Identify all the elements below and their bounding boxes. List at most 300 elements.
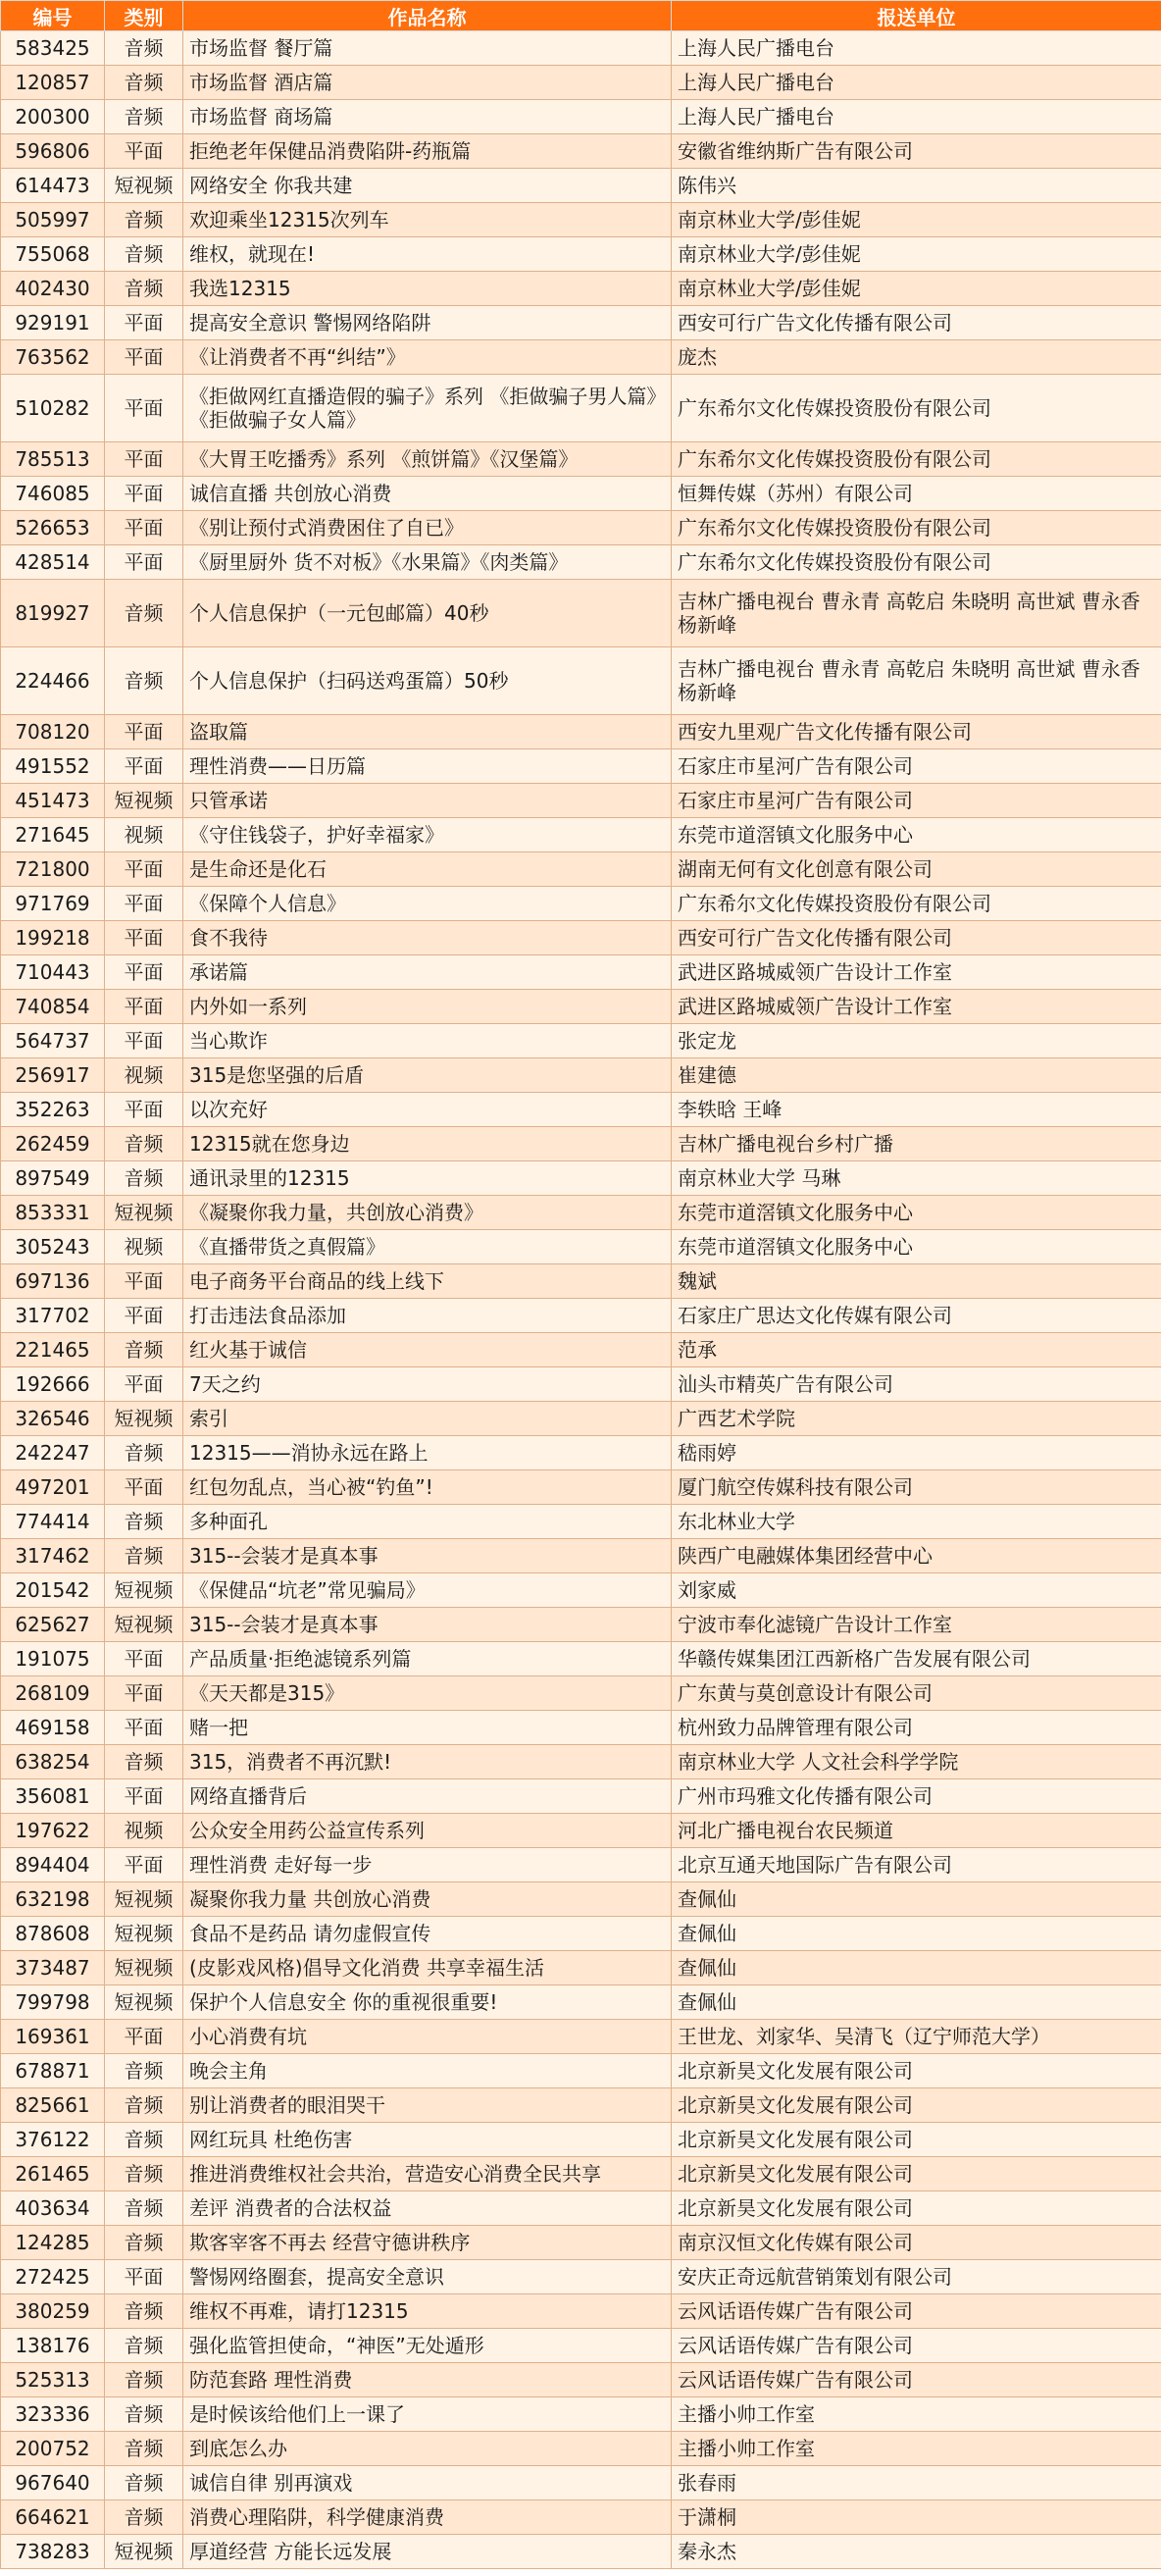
table-row [1, 1985, 1161, 2020]
cell-category: 平面 [105, 1779, 183, 1814]
cell-submitter: 广东希尔文化传媒投资股份有限公司 [672, 442, 1161, 477]
table-row [1, 2260, 1161, 2294]
table-row [1, 375, 1161, 442]
cell-title: 警惕网络圈套，提高安全意识 [183, 2260, 672, 2294]
cell-category: 短视频 [105, 1985, 183, 2020]
cell-category: 平面 [105, 134, 183, 169]
cell-id: 197622 [1, 1814, 105, 1848]
cell-category: 平面 [105, 1299, 183, 1333]
cell-submitter: 主播小帅工作室 [672, 2397, 1161, 2432]
table-row [1, 237, 1161, 272]
cell-id: 380259 [1, 2294, 105, 2329]
table-row [1, 442, 1161, 477]
cell-category: 音频 [105, 2397, 183, 2432]
cell-category: 平面 [105, 715, 183, 749]
table-row [1, 1264, 1161, 1299]
cell-category: 平面 [105, 375, 183, 442]
cell-title: 市场监督 酒店篇 [183, 66, 672, 100]
cell-title: 红火基于诚信 [183, 1333, 672, 1367]
cell-category: 平面 [105, 1711, 183, 1745]
cell-submitter: 嵇雨婷 [672, 1436, 1161, 1470]
cell-title: 《大胃王吃播秀》系列 《煎饼篇》《汉堡篇》 [183, 442, 672, 477]
table-row [1, 31, 1161, 66]
cell-submitter: 王世龙、刘家华、吴清飞（辽宁师范大学） [672, 2020, 1161, 2054]
cell-title: 欺客宰客不再去 经营守德讲秩序 [183, 2226, 672, 2260]
cell-submitter: 汕头市精英广告有限公司 [672, 1367, 1161, 1402]
table-row [1, 1882, 1161, 1917]
cell-submitter: 于潇桐 [672, 2500, 1161, 2535]
cell-title: 只管承诺 [183, 784, 672, 818]
table-row [1, 852, 1161, 887]
cell-title: 是生命还是化石 [183, 852, 672, 887]
cell-title: 是时候该给他们上一课了 [183, 2397, 672, 2432]
cell-category: 音频 [105, 2432, 183, 2466]
cell-submitter: 宁波市奉化滤镜广告设计工作室 [672, 1608, 1161, 1642]
cell-category: 音频 [105, 1161, 183, 1196]
cell-title: 《保障个人信息》 [183, 887, 672, 921]
cell-id: 819927 [1, 580, 105, 647]
cell-id: 124285 [1, 2226, 105, 2260]
table-row [1, 169, 1161, 203]
cell-title: 食不我待 [183, 921, 672, 955]
cell-id: 373487 [1, 1951, 105, 1985]
cell-title: 电子商务平台商品的线上线下 [183, 1264, 672, 1299]
table-row [1, 203, 1161, 237]
cell-id: 897549 [1, 1161, 105, 1196]
cell-title: 防范套路 理性消费 [183, 2363, 672, 2397]
table-row [1, 2432, 1161, 2466]
cell-id: 894404 [1, 1848, 105, 1882]
cell-title: 晚会主角 [183, 2054, 672, 2088]
table-row [1, 545, 1161, 580]
cell-id: 268109 [1, 1676, 105, 1711]
cell-submitter: 华赣传媒集团江西新格广告发展有限公司 [672, 1642, 1161, 1676]
cell-submitter: 南京林业大学 马琳 [672, 1161, 1161, 1196]
table-row [1, 511, 1161, 545]
cell-title: 我选12315 [183, 272, 672, 306]
cell-title: 厚道经营 方能长远发展 [183, 2535, 672, 2569]
cell-submitter: 吉林广播电视台 曹永青 高乾启 朱晓明 高世斌 曹永香 杨新峰 [672, 647, 1161, 715]
cell-id: 317702 [1, 1299, 105, 1333]
cell-category: 平面 [105, 955, 183, 990]
table-header [1, 1, 1161, 31]
header-title: 作品名称 [183, 1, 672, 31]
cell-id: 242247 [1, 1436, 105, 1470]
cell-title: 315--会装才是真本事 [183, 1608, 672, 1642]
cell-category: 视频 [105, 1058, 183, 1093]
cell-title: 欢迎乘坐12315次列车 [183, 203, 672, 237]
cell-category: 音频 [105, 1436, 183, 1470]
cell-submitter: 广西艺术学院 [672, 1402, 1161, 1436]
cell-id: 352263 [1, 1093, 105, 1127]
cell-id: 224466 [1, 647, 105, 715]
cell-title: 个人信息保护（扫码送鸡蛋篇）50秒 [183, 647, 672, 715]
cell-category: 平面 [105, 1093, 183, 1127]
cell-submitter: 广州市玛雅文化传播有限公司 [672, 1779, 1161, 1814]
table-row [1, 2363, 1161, 2397]
table-row [1, 887, 1161, 921]
table-row [1, 1642, 1161, 1676]
cell-id: 678871 [1, 2054, 105, 2088]
cell-title: 赌一把 [183, 1711, 672, 1745]
cell-category: 短视频 [105, 784, 183, 818]
cell-category: 平面 [105, 545, 183, 580]
cell-category: 音频 [105, 1127, 183, 1161]
cell-submitter: 魏斌 [672, 1264, 1161, 1299]
cell-id: 200752 [1, 2432, 105, 2466]
cell-id: 799798 [1, 1985, 105, 2020]
cell-submitter: 广东希尔文化传媒投资股份有限公司 [672, 375, 1161, 442]
cell-category: 音频 [105, 2294, 183, 2329]
cell-submitter: 北京新昊文化发展有限公司 [672, 2191, 1161, 2226]
cell-title: 《天天都是315》 [183, 1676, 672, 1711]
cell-title: 小心消费有坑 [183, 2020, 672, 2054]
cell-category: 平面 [105, 1848, 183, 1882]
cell-submitter: 石家庄市星河广告有限公司 [672, 749, 1161, 784]
cell-title: 强化监管担使命，“神医”无处遁形 [183, 2329, 672, 2363]
cell-id: 878608 [1, 1917, 105, 1951]
cell-category: 平面 [105, 990, 183, 1024]
cell-submitter: 北京新昊文化发展有限公司 [672, 2088, 1161, 2123]
table-row [1, 647, 1161, 715]
cell-title: 推进消费维权社会共治，营造安心消费全民共享 [183, 2157, 672, 2191]
table-row [1, 2294, 1161, 2329]
cell-category: 平面 [105, 477, 183, 511]
cell-title: 差评 消费者的合法权益 [183, 2191, 672, 2226]
cell-submitter: 石家庄市星河广告有限公司 [672, 784, 1161, 818]
cell-title: 提高安全意识 警惕网络陷阱 [183, 306, 672, 340]
cell-id: 774414 [1, 1505, 105, 1539]
table-row [1, 1779, 1161, 1814]
cell-title: 12315——消协永远在路上 [183, 1436, 672, 1470]
cell-id: 200300 [1, 100, 105, 134]
cell-category: 短视频 [105, 1882, 183, 1917]
cell-category: 平面 [105, 442, 183, 477]
table-row [1, 100, 1161, 134]
cell-submitter: 杭州致力品牌管理有限公司 [672, 1711, 1161, 1745]
cell-category: 平面 [105, 1676, 183, 1711]
cell-id: 755068 [1, 237, 105, 272]
table-row [1, 1505, 1161, 1539]
cell-title: 《保健品“坑老”常见骗局》 [183, 1573, 672, 1608]
cell-title: 《拒做网红直播造假的骗子》系列 《拒做骗子男人篇》《拒做骗子女人篇》 [183, 375, 672, 442]
cell-title: 内外如一系列 [183, 990, 672, 1024]
cell-title: 拒绝老年保健品消费陷阱-药瓶篇 [183, 134, 672, 169]
cell-category: 平面 [105, 887, 183, 921]
cell-submitter: 查佩仙 [672, 1951, 1161, 1985]
cell-id: 403634 [1, 2191, 105, 2226]
cell-title: 315是您坚强的后盾 [183, 1058, 672, 1093]
cell-title: 网红玩具 杜绝伤害 [183, 2123, 672, 2157]
cell-category: 短视频 [105, 1917, 183, 1951]
cell-id: 376122 [1, 2123, 105, 2157]
cell-category: 平面 [105, 921, 183, 955]
cell-id: 271645 [1, 818, 105, 852]
table-row [1, 1848, 1161, 1882]
cell-id: 272425 [1, 2260, 105, 2294]
table-row [1, 1058, 1161, 1093]
cell-title: 承诺篇 [183, 955, 672, 990]
cell-submitter: 查佩仙 [672, 1985, 1161, 2020]
table-row [1, 1299, 1161, 1333]
cell-submitter: 南京林业大学/彭佳妮 [672, 237, 1161, 272]
cell-category: 音频 [105, 1539, 183, 1573]
cell-title: 保护个人信息安全 你的重视很重要! [183, 1985, 672, 2020]
table-row [1, 2226, 1161, 2260]
table-row [1, 1573, 1161, 1608]
cell-category: 平面 [105, 2260, 183, 2294]
cell-category: 视频 [105, 1814, 183, 1848]
cell-category: 音频 [105, 272, 183, 306]
cell-submitter: 东北林业大学 [672, 1505, 1161, 1539]
cell-id: 323336 [1, 2397, 105, 2432]
cell-submitter: 南京林业大学/彭佳妮 [672, 272, 1161, 306]
cell-category: 平面 [105, 1264, 183, 1299]
cell-id: 746085 [1, 477, 105, 511]
cell-id: 451473 [1, 784, 105, 818]
cell-title: 《别让预付式消费困住了自已》 [183, 511, 672, 545]
cell-category: 音频 [105, 237, 183, 272]
cell-category: 平面 [105, 306, 183, 340]
table-row [1, 990, 1161, 1024]
cell-category: 音频 [105, 2363, 183, 2397]
cell-category: 音频 [105, 203, 183, 237]
cell-submitter: 上海人民广播电台 [672, 66, 1161, 100]
cell-category: 平面 [105, 1367, 183, 1402]
cell-submitter: 李轶晗 王峰 [672, 1093, 1161, 1127]
cell-submitter: 刘家威 [672, 1573, 1161, 1608]
cell-id: 825661 [1, 2088, 105, 2123]
cell-title: 以次充好 [183, 1093, 672, 1127]
table-row [1, 1161, 1161, 1196]
cell-submitter: 云风话语传媒广告有限公司 [672, 2363, 1161, 2397]
header-row [1, 1, 1161, 31]
cell-id: 664621 [1, 2500, 105, 2535]
cell-id: 625627 [1, 1608, 105, 1642]
cell-submitter: 河北广播电视台农民频道 [672, 1814, 1161, 1848]
table-row [1, 1333, 1161, 1367]
cell-category: 视频 [105, 1230, 183, 1264]
cell-category: 平面 [105, 1024, 183, 1058]
cell-title: 红包勿乱点，当心被“钓鱼”! [183, 1470, 672, 1505]
cell-submitter: 武进区路城威领广告设计工作室 [672, 990, 1161, 1024]
table-row [1, 1196, 1161, 1230]
cell-id: 262459 [1, 1127, 105, 1161]
cell-id: 469158 [1, 1711, 105, 1745]
cell-title: 维权，就现在! [183, 237, 672, 272]
table-row [1, 955, 1161, 990]
table-row [1, 2157, 1161, 2191]
cell-category: 短视频 [105, 169, 183, 203]
cell-id: 697136 [1, 1264, 105, 1299]
cell-title: 别让消费者的眼泪哭干 [183, 2088, 672, 2123]
cell-category: 视频 [105, 818, 183, 852]
cell-submitter: 查佩仙 [672, 1917, 1161, 1951]
cell-title: (皮影戏风格)倡导文化消费 共享幸福生活 [183, 1951, 672, 1985]
cell-submitter: 吉林广播电视台 曹永青 高乾启 朱晓明 高世斌 曹永香 杨新峰 [672, 580, 1161, 647]
cell-id: 614473 [1, 169, 105, 203]
cell-submitter: 东莞市道滘镇文化服务中心 [672, 818, 1161, 852]
table-row [1, 1436, 1161, 1470]
cell-title: 市场监督 商场篇 [183, 100, 672, 134]
cell-id: 356081 [1, 1779, 105, 1814]
cell-title: 《守住钱袋子，护好幸福家》 [183, 818, 672, 852]
table-row [1, 2191, 1161, 2226]
table-row [1, 1745, 1161, 1779]
table-row [1, 340, 1161, 375]
table-row [1, 2020, 1161, 2054]
table-row [1, 818, 1161, 852]
cell-id: 491552 [1, 749, 105, 784]
cell-id: 317462 [1, 1539, 105, 1573]
cell-title: 315，消费者不再沉默! [183, 1745, 672, 1779]
cell-submitter: 安徽省维纳斯广告有限公司 [672, 134, 1161, 169]
cell-id: 596806 [1, 134, 105, 169]
cell-submitter: 西安可行广告文化传播有限公司 [672, 921, 1161, 955]
cell-id: 721800 [1, 852, 105, 887]
cell-id: 497201 [1, 1470, 105, 1505]
cell-submitter: 广东希尔文化传媒投资股份有限公司 [672, 511, 1161, 545]
cell-submitter: 张春雨 [672, 2466, 1161, 2500]
cell-title: 盗取篇 [183, 715, 672, 749]
cell-id: 526653 [1, 511, 105, 545]
cell-id: 138176 [1, 2329, 105, 2363]
table-row [1, 784, 1161, 818]
table-row [1, 1230, 1161, 1264]
cell-id: 525313 [1, 2363, 105, 2397]
cell-id: 853331 [1, 1196, 105, 1230]
table-row [1, 1093, 1161, 1127]
table-row [1, 1917, 1161, 1951]
cell-category: 音频 [105, 2157, 183, 2191]
cell-category: 音频 [105, 580, 183, 647]
cell-submitter: 陕西广电融媒体集团经营中心 [672, 1539, 1161, 1573]
cell-id: 564737 [1, 1024, 105, 1058]
table-row [1, 1024, 1161, 1058]
header-submitter: 报送单位 [672, 1, 1161, 31]
cell-category: 音频 [105, 647, 183, 715]
cell-title: 《直播带货之真假篇》 [183, 1230, 672, 1264]
cell-category: 平面 [105, 511, 183, 545]
cell-category: 音频 [105, 2329, 183, 2363]
cell-id: 169361 [1, 2020, 105, 2054]
cell-category: 音频 [105, 31, 183, 66]
cell-title: 《凝聚你我力量，共创放心消费》 [183, 1196, 672, 1230]
table-row [1, 1402, 1161, 1436]
cell-submitter: 南京林业大学 人文社会科学学院 [672, 1745, 1161, 1779]
cell-id: 192666 [1, 1367, 105, 1402]
cell-submitter: 厦门航空传媒科技有限公司 [672, 1470, 1161, 1505]
cell-submitter: 陈伟兴 [672, 169, 1161, 203]
cell-category: 音频 [105, 2088, 183, 2123]
cell-id: 738283 [1, 2535, 105, 2569]
cell-category: 音频 [105, 2500, 183, 2535]
cell-category: 音频 [105, 2466, 183, 2500]
table-row [1, 921, 1161, 955]
cell-id: 191075 [1, 1642, 105, 1676]
cell-submitter: 南京林业大学/彭佳妮 [672, 203, 1161, 237]
table-row [1, 477, 1161, 511]
cell-id: 221465 [1, 1333, 105, 1367]
cell-id: 763562 [1, 340, 105, 375]
cell-category: 音频 [105, 1333, 183, 1367]
table-row [1, 2123, 1161, 2157]
cell-title: 多种面孔 [183, 1505, 672, 1539]
table-row [1, 2535, 1161, 2569]
cell-title: 索引 [183, 1402, 672, 1436]
table-row [1, 1470, 1161, 1505]
cell-category: 音频 [105, 1505, 183, 1539]
cell-submitter: 张定龙 [672, 1024, 1161, 1058]
cell-category: 音频 [105, 66, 183, 100]
cell-title: 《让消费者不再“纠结”》 [183, 340, 672, 375]
cell-id: 740854 [1, 990, 105, 1024]
table-row [1, 1608, 1161, 1642]
cell-submitter: 东莞市道滘镇文化服务中心 [672, 1230, 1161, 1264]
cell-submitter: 东莞市道滘镇文化服务中心 [672, 1196, 1161, 1230]
cell-submitter: 北京互通天地国际广告有限公司 [672, 1848, 1161, 1882]
cell-title: 网络直播背后 [183, 1779, 672, 1814]
cell-title: 12315就在您身边 [183, 1127, 672, 1161]
cell-id: 428514 [1, 545, 105, 580]
cell-id: 708120 [1, 715, 105, 749]
cell-category: 音频 [105, 2191, 183, 2226]
cell-submitter: 安庆正奇远航营销策划有限公司 [672, 2260, 1161, 2294]
table-row [1, 66, 1161, 100]
table-row [1, 1367, 1161, 1402]
cell-id: 785513 [1, 442, 105, 477]
cell-submitter: 北京新昊文化发展有限公司 [672, 2123, 1161, 2157]
table-row [1, 1711, 1161, 1745]
table-row [1, 1539, 1161, 1573]
cell-category: 短视频 [105, 2535, 183, 2569]
cell-id: 638254 [1, 1745, 105, 1779]
cell-title: 网络安全 你我共建 [183, 169, 672, 203]
cell-submitter: 北京新昊文化发展有限公司 [672, 2157, 1161, 2191]
cell-category: 短视频 [105, 1951, 183, 1985]
cell-submitter: 武进区路城威领广告设计工作室 [672, 955, 1161, 990]
cell-submitter: 上海人民广播电台 [672, 100, 1161, 134]
cell-submitter: 秦永杰 [672, 2535, 1161, 2569]
cell-category: 音频 [105, 2226, 183, 2260]
cell-category: 平面 [105, 852, 183, 887]
table-row [1, 2088, 1161, 2123]
header-id: 编号 [1, 1, 105, 31]
cell-id: 199218 [1, 921, 105, 955]
cell-submitter: 庞杰 [672, 340, 1161, 375]
table-row [1, 272, 1161, 306]
cell-id: 305243 [1, 1230, 105, 1264]
cell-submitter: 广东黄与莫创意设计有限公司 [672, 1676, 1161, 1711]
cell-submitter: 恒舞传媒（苏州）有限公司 [672, 477, 1161, 511]
cell-submitter: 广东希尔文化传媒投资股份有限公司 [672, 887, 1161, 921]
cell-submitter: 湖南无何有文化创意有限公司 [672, 852, 1161, 887]
cell-id: 929191 [1, 306, 105, 340]
cell-submitter: 北京新昊文化发展有限公司 [672, 2054, 1161, 2088]
cell-submitter: 西安可行广告文化传播有限公司 [672, 306, 1161, 340]
table-row [1, 2397, 1161, 2432]
table-row [1, 1127, 1161, 1161]
cell-submitter: 范承 [672, 1333, 1161, 1367]
cell-submitter: 石家庄广思达文化传媒有限公司 [672, 1299, 1161, 1333]
cell-category: 平面 [105, 340, 183, 375]
table-row [1, 2500, 1161, 2535]
cell-title: 《厨里厨外 货不对板》《水果篇》《肉类篇》 [183, 545, 672, 580]
cell-submitter: 查佩仙 [672, 1882, 1161, 1917]
cell-title: 维权不再难，请打12315 [183, 2294, 672, 2329]
cell-id: 967640 [1, 2466, 105, 2500]
cell-title: 到底怎么办 [183, 2432, 672, 2466]
